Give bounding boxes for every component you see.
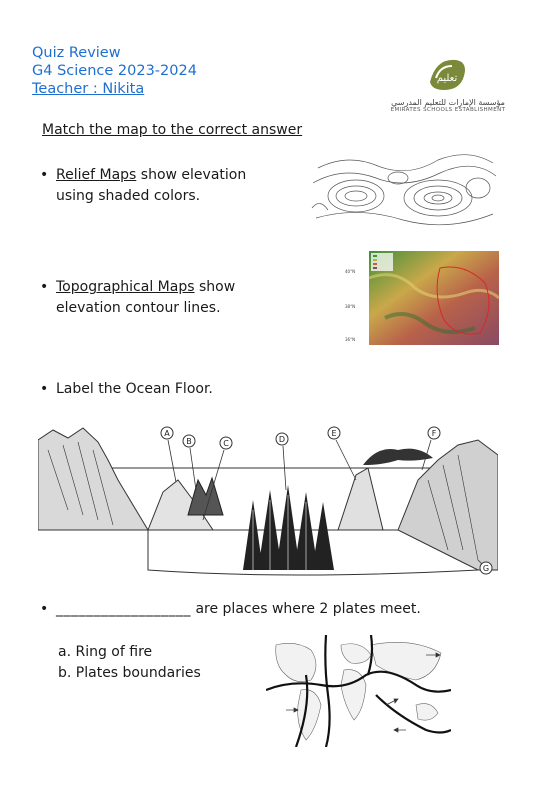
teacher-name: Teacher : Nikita — [32, 81, 145, 97]
term-relief-maps: Relief Maps — [56, 167, 137, 183]
ocean-floor-diagram — [38, 420, 498, 580]
option-b: b. Plates boundaries — [58, 665, 201, 681]
contour-map-image — [308, 148, 498, 226]
diagram-label-g: G — [482, 564, 490, 573]
item-text: Label the Ocean Floor. — [56, 381, 213, 397]
diagram-label-c: C — [223, 439, 229, 448]
bullet-dot: • — [40, 601, 49, 617]
lat-label: 40°N — [345, 269, 356, 274]
bullet-plates-meet — [40, 599, 421, 620]
school-logo — [383, 52, 513, 113]
item-text: are places where 2 plates meet. — [191, 601, 421, 617]
logo-mark-icon — [426, 52, 470, 96]
diagram-label-b: B — [186, 437, 192, 446]
bullet-dot: • — [40, 167, 49, 183]
quiz-title: Quiz Review — [32, 45, 121, 61]
item-text: show — [194, 279, 236, 295]
quiz-header — [32, 44, 197, 98]
diagram-label-d: D — [278, 435, 286, 444]
diagram-label-a: A — [164, 429, 170, 438]
item-text: show elevation — [136, 167, 247, 183]
logo-arabic-name: مؤسسة الإمارات للتعليم المدرسي — [391, 98, 505, 107]
instructions-heading: Match the map to the correct answer — [42, 122, 303, 138]
lat-label: 38°N — [345, 304, 356, 309]
logo-english-name: EMIRATES SCHOOLS ESTABLISHMENT — [390, 107, 506, 113]
bullet-label-ocean-floor — [40, 379, 213, 400]
answer-blank: __________________ — [56, 601, 191, 617]
relief-map-image — [345, 248, 500, 348]
bullet-dot: • — [40, 381, 49, 397]
item-text: elevation contour lines. — [56, 300, 221, 316]
bullet-relief-maps — [40, 165, 247, 207]
term-topographical-maps: Topographical Maps — [56, 279, 195, 295]
diagram-label-f: F — [431, 429, 437, 438]
bullet-dot: • — [40, 279, 49, 295]
bullet-topographical-maps — [40, 277, 236, 319]
option-a: a. Ring of fire — [58, 644, 153, 660]
item-text: using shaded colors. — [56, 188, 201, 204]
diagram-label-e: E — [331, 429, 337, 438]
answer-options — [58, 642, 201, 684]
lat-label: 36°N — [345, 337, 356, 342]
logo-arabic-mark: تعليم — [436, 73, 458, 84]
grade-subject-year: G4 Science 2023-2024 — [32, 63, 197, 79]
plate-boundaries-map — [266, 635, 451, 747]
